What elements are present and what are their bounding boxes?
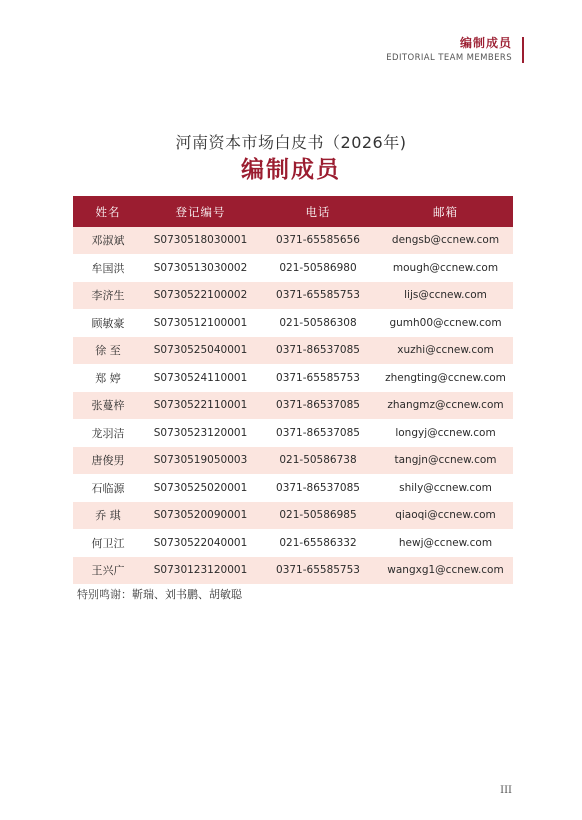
member-registration-number: S0730522110001 (143, 392, 258, 420)
member-registration-number: S0730518030001 (143, 227, 258, 254)
table-row (73, 419, 513, 447)
member-phone: 021-50586985 (258, 502, 378, 530)
member-email: wangxg1@ccnew.com (378, 557, 513, 585)
member-phone: 0371-65585753 (258, 282, 378, 310)
special-thanks (77, 586, 242, 602)
section-title: 编制成员 (241, 156, 341, 183)
member-phone: 0371-86537085 (258, 337, 378, 365)
member-registration-number: S0730123120001 (143, 557, 258, 585)
member-email: shily@ccnew.com (378, 474, 513, 502)
member-registration-number: S0730524110001 (143, 364, 258, 392)
member-phone: 021-65586332 (258, 529, 378, 557)
running-header (386, 35, 512, 64)
table-header (73, 196, 513, 227)
member-email: xuzhi@ccnew.com (378, 337, 513, 365)
member-phone: 021-50586980 (258, 254, 378, 282)
table-row (73, 392, 513, 420)
member-name: 石临源 (73, 474, 143, 502)
table-row (73, 337, 513, 365)
table-row (73, 557, 513, 585)
member-name: 顾敏豪 (73, 309, 143, 337)
member-registration-number: S0730522100002 (143, 282, 258, 310)
member-name: 郑 婷 (73, 364, 143, 392)
member-email: zhangmz@ccnew.com (378, 392, 513, 420)
table-row (73, 502, 513, 530)
header-email: 邮箱 (378, 196, 513, 227)
member-registration-number: S0730523120001 (143, 419, 258, 447)
running-header-accent-bar (522, 37, 524, 63)
member-registration-number: S0730520090001 (143, 502, 258, 530)
table-row (73, 364, 513, 392)
member-email: mough@ccnew.com (378, 254, 513, 282)
member-phone: 0371-65585753 (258, 557, 378, 585)
member-name: 何卫江 (73, 529, 143, 557)
member-registration-number: S0730519050003 (143, 447, 258, 475)
table-body (73, 227, 513, 584)
special-thanks-names: 靳瑞、刘书鹏、胡敏聪 (132, 588, 242, 601)
member-email: lijs@ccnew.com (378, 282, 513, 310)
table-row (73, 227, 513, 254)
member-email: gumh00@ccnew.com (378, 309, 513, 337)
member-registration-number: S0730522040001 (143, 529, 258, 557)
header-name: 姓名 (73, 196, 143, 227)
table-row (73, 254, 513, 282)
member-name: 李济生 (73, 282, 143, 310)
member-name: 唐俊男 (73, 447, 143, 475)
member-email: zhengting@ccnew.com (378, 364, 513, 392)
member-email: longyj@ccnew.com (378, 419, 513, 447)
header-phone: 电话 (258, 196, 378, 227)
table-row (73, 282, 513, 310)
member-email: qiaoqi@ccnew.com (378, 502, 513, 530)
header-registration-number: 登记编号 (143, 196, 258, 227)
member-registration-number: S0730525020001 (143, 474, 258, 502)
member-email: tangjn@ccnew.com (378, 447, 513, 475)
member-registration-number: S0730525040001 (143, 337, 258, 365)
member-registration-number: S0730512100001 (143, 309, 258, 337)
table-header-row (73, 196, 513, 227)
member-email: dengsb@ccnew.com (378, 227, 513, 254)
member-phone: 0371-86537085 (258, 392, 378, 420)
member-name: 王兴广 (73, 557, 143, 585)
member-name: 张蔓梓 (73, 392, 143, 420)
member-phone: 021-50586308 (258, 309, 378, 337)
document-title: 河南资本市场白皮书（2026年) (175, 133, 407, 152)
member-phone: 0371-86537085 (258, 474, 378, 502)
table-row (73, 309, 513, 337)
running-header-subtitle: EDITORIAL TEAM MEMBERS (386, 53, 512, 63)
table-row (73, 529, 513, 557)
member-name: 牟国洪 (73, 254, 143, 282)
member-phone: 0371-65585656 (258, 227, 378, 254)
editorial-team-table (73, 196, 513, 585)
special-thanks-label: 特别鸣谢： (77, 588, 132, 601)
member-name: 邓淑斌 (73, 227, 143, 254)
member-name: 乔 琪 (73, 502, 143, 530)
member-phone: 0371-65585753 (258, 364, 378, 392)
member-registration-number: S0730513030002 (143, 254, 258, 282)
member-email: hewj@ccnew.com (378, 529, 513, 557)
member-phone: 0371-86537085 (258, 419, 378, 447)
page-number: III (500, 785, 512, 796)
member-phone: 021-50586738 (258, 447, 378, 475)
table-row (73, 474, 513, 502)
member-name: 龙羽洁 (73, 419, 143, 447)
member-name: 徐 至 (73, 337, 143, 365)
running-header-title: 编制成员 (459, 36, 512, 50)
table-row (73, 447, 513, 475)
